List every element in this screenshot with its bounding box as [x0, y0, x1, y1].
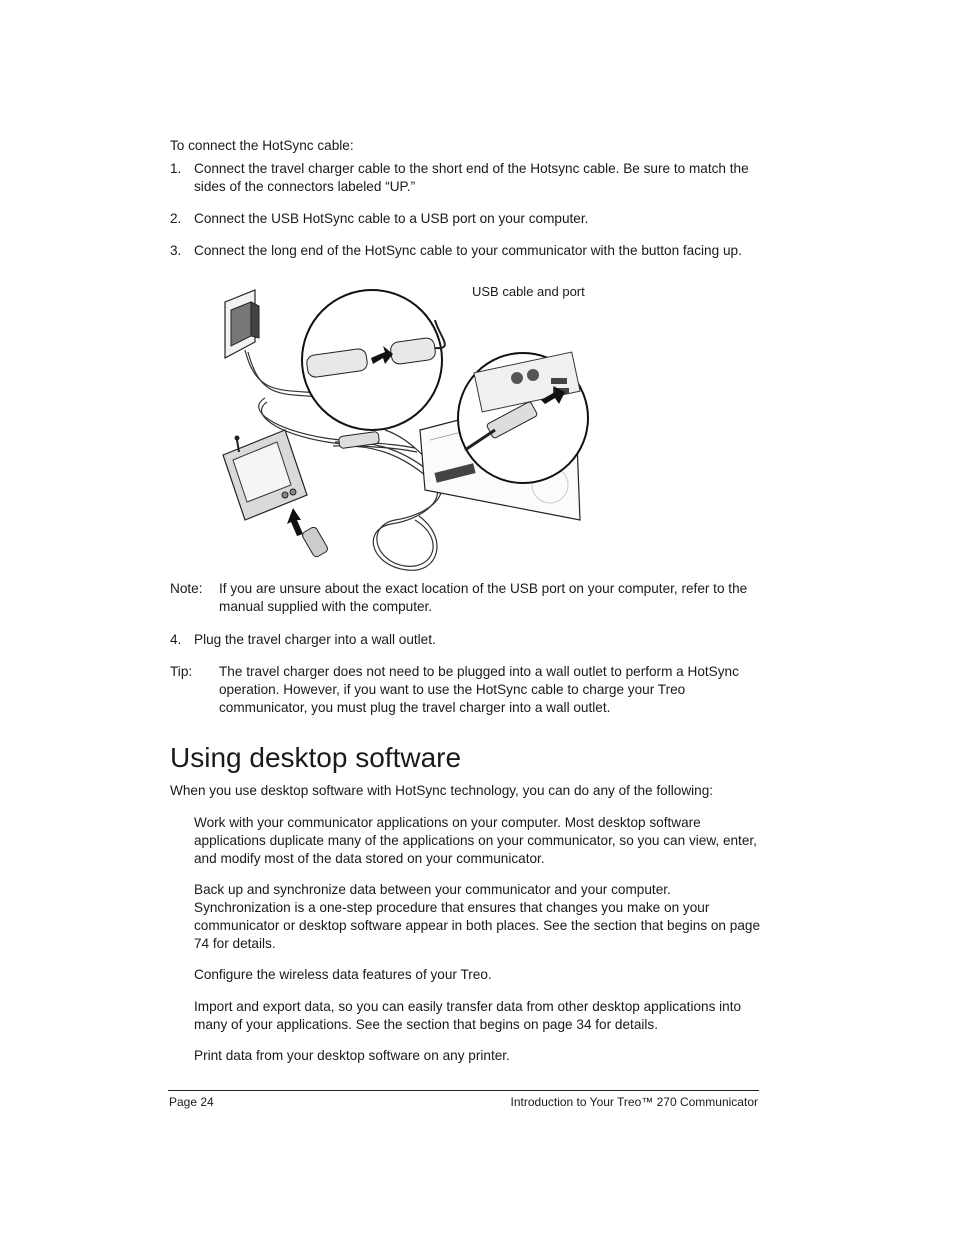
note-label: Note:: [170, 581, 203, 596]
step-3-number: 3.: [170, 243, 182, 258]
step-1-number: 1.: [170, 161, 182, 176]
cradle-connector-icon: [301, 526, 329, 558]
note-text: If you are unsure about the exact location of the USB port on your computer, refer to the manual supplied with the computer.: [219, 581, 748, 614]
section-intro: When you use desktop software with HotSync technology, you can do any of the following:: [170, 783, 714, 798]
arrow-up-icon: [287, 508, 303, 536]
connector-detail-magnifier: [302, 290, 445, 430]
usb-port-detail-magnifier: [458, 352, 588, 483]
hotsync-cable-illustration: [215, 280, 595, 580]
step-2-number: 2.: [170, 211, 182, 226]
bullet-item-2: Back up and synchronize data between your communicator and your computer. Synchronization is a one-step procedure that ensures that changes you make on your communicator or desktop software appear in both places. See the section that begins on page 74 for details.: [194, 882, 760, 951]
step-3-text: Connect the long end of the HotSync cable to your communicator with the button facing up.: [194, 243, 742, 258]
section-heading: Using desktop software: [170, 742, 462, 773]
travel-charger-icon: [225, 290, 259, 358]
step-4-number: 4.: [170, 632, 182, 647]
bullet-item-4: Import and export data, so you can easily transfer data from other desktop applications into many of your applications. See the section that begins on page 34 for details.: [194, 999, 742, 1032]
procedure-title: To connect the HotSync cable:: [170, 138, 354, 153]
footer-title: Introduction to Your Treo™ 270 Communicator: [510, 1095, 758, 1109]
step-2-text: Connect the USB HotSync cable to a USB port on your computer.: [194, 211, 589, 226]
step-1-text: Connect the travel charger cable to the short end of the Hotsync cable. Be sure to match the sides of the connectors labeled “UP.”: [194, 161, 749, 194]
footer-page-number: Page 24: [169, 1095, 214, 1109]
tip-label: Tip:: [170, 664, 193, 679]
figure-caption: USB cable and port: [472, 284, 585, 299]
tip-text: The travel charger does not need to be plugged into a wall outlet to perform a HotSync operation. However, if you want to use the HotSync cable to charge your Treo communicator, you must plug the travel charger into a wall outlet.: [219, 664, 739, 715]
bullet-item-1: Work with your communicator applications on your computer. Most desktop software applications duplicate many of the applications on your communicator, so you can view, enter, and modify most of the data stored on your communicator.: [194, 815, 757, 866]
step-4-text: Plug the travel charger into a wall outlet.: [194, 632, 436, 647]
inline-connector-icon: [338, 431, 379, 448]
footer-divider: [168, 1090, 759, 1091]
bullet-item-5: Print data from your desktop software on any printer.: [194, 1048, 510, 1063]
treo-communicator-icon: [223, 430, 307, 520]
bullet-item-3: Configure the wireless data features of your Treo.: [194, 967, 492, 982]
